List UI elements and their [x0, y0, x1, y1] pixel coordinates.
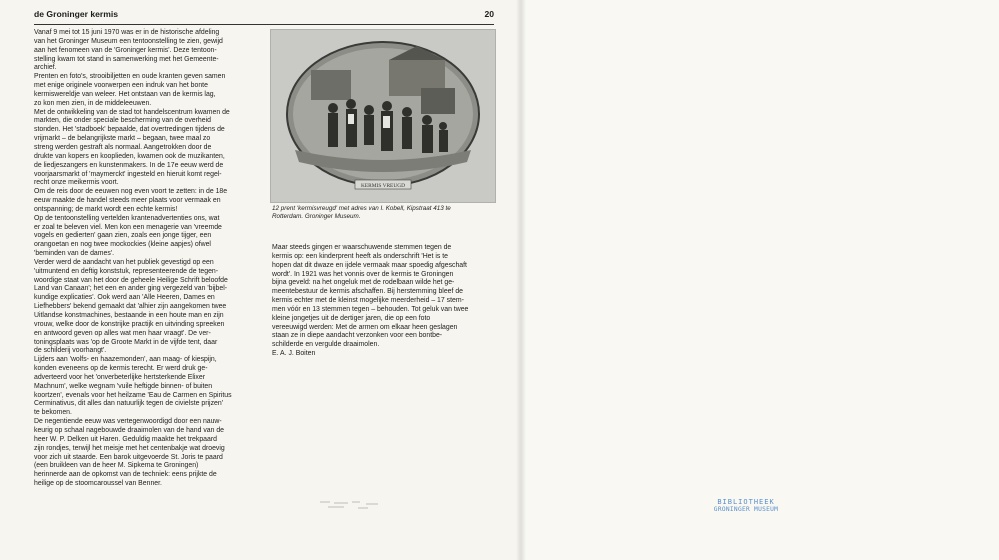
- engraving-illustration: [271, 30, 495, 202]
- paragraph: Op de tentoonstelling vertelden krantenadvertenties ons, wat er zoal te beleven viel. Men kon een menagerie van 'vreemde vogels en gedierten' gaan zien, zoals een jonge tijger, een orangoetan en nog twee mockockies (kleine aapjes) ofwel 'beminden van de dames'.: [34, 214, 222, 258]
- paragraph: Vanaf 9 mei tot 15 juni 1970 was er in de historische afdeling van het Groninger Museum een tentoonstelling te zien, gewijd aan het fenomeen van de 'Groninger kermis'. Deze tentoon- stelling kwam tot stand in samenwerking met het Gemeente- archief.: [34, 29, 223, 72]
- faint-bleed-through: [318, 497, 398, 511]
- print-inscription: KERMIS VREUGD: [360, 183, 406, 189]
- figure-caption: 12 prent 'kermisvreugd' met adres van I. Kobell, Kipstraat 413 te Rotterdam. Groninger Museum.: [272, 205, 451, 221]
- stamp-line-2: GRONINGER MUSEUM: [713, 506, 779, 513]
- paragraph: Lijders aan 'wolfs- en haazemonden', aan maag- of kiespijn, konden eveneens op de kermis terecht. Er werd druk ge- adverteerd voor het 'onverbeterlijke hertsterkende Elixer Machnum', welke wegnam 'vuile heftigde binnen- of buiten koortzen', evenals voor het heilzame 'Eau de Carmen en Spiritus Cerminativus, dit alles dan natuurlijk tegen de civielste prijzen' te bekomen.: [34, 356, 232, 417]
- right-page: [520, 0, 999, 560]
- left-text-column: [34, 29, 262, 489]
- paragraph: Om de reis door de eeuwen nog even voort te zetten: in de 18e eeuw maakte de handel steeds meer plaats voor vermaak en ontspanning; de markt wordt een echte kermis!: [34, 188, 228, 213]
- paragraph: Prenten en foto's, strooibiljetten en oude kranten geven samen met enige originele voorwerpen een indruk van het bonte kermiswereldje van weleer. Het ontstaan van de kermis lag, zo kon men zien, in de middeleeuwen.: [34, 73, 226, 107]
- author-signature: E. A. J. Boiten: [272, 350, 316, 358]
- running-title: de Groninger kermis: [34, 9, 119, 19]
- page-number: 20: [484, 9, 494, 19]
- stamp-line-1: BIBLIOTHEEK: [717, 498, 775, 506]
- paragraph: Met de ontwikkeling van de stad tot handelscentrum kwamen de markten, die onder speciale bescherming van de overheid stonden. Het 'stadboek' bepaalde, dat overtredingen tijdens de vrijmarkt – de belangrijkste markt – begaan, twee maal zo streng werden gestraft als normaal. Aangetrokken door de drukte van kopers en kooplieden, kwamen ook de muzikanten, de liedjeszangers en kunstenmakers. In de 17e eeuw werd de voorjaarsmarkt of 'maymerckt' ingesteld en hieruit komt regel- recht onze meikermis voort.: [34, 108, 230, 187]
- header-rule: [34, 24, 494, 25]
- paragraph: Maar steeds gingen er waarschuwende stemmen tegen de kermis op: een kinderprent heeft als onderschrift 'Het is te hopen dat dit dwaze en ijdele vermaak maar spoedig afgeschaft wordt'. In 1921 was het vonnis over de kermis te Groningen bijna geveld: na het ongeluk met de rodelbaan wilde het ge- meentebestuur de kermis afschaffen. Bij herstemming bleef de kermis echter met de kleinst mogelijke meerderheid – 17 stem- men vóór en 13 stemmen tegen – behouden. Tot geluk van twee kleine jongetjes uit de dertiger jaren, die op een foto vereeuwigd werden: Met de armen om elkaar heen geslagen staan ze in diepe aandacht verzonken voor een bontbe- schilderde en vergulde draaimolen.: [272, 244, 469, 349]
- library-stamp: [700, 498, 792, 513]
- book-gutter: [516, 0, 526, 560]
- running-header: [34, 9, 494, 23]
- paragraph: De negentiende eeuw was vertegenwoordigd door een nauw- keurig op schaal nagebouwde draaimolen van de hand van de heer W. P. Delken uit Haren. Geduldig maakte het trekpaard zijn rondjes, terwijl het meisje met het centenbakje wat droevig voor zich uit staarde. Een barok uitgevoerde St. Joris te paard (een bruikleen van de heer M. Sipkema te Groningen) herinnerde aan de opkomst van de techniek: eens prijkte de heilige op de stoomcaroussel van Benner.: [34, 418, 225, 488]
- kermis-print-image: [270, 29, 496, 203]
- right-text-column: [272, 244, 498, 359]
- paragraph: Verder werd de aandacht van het publiek gevestigd op een 'uitmuntend en deftig konststuk, representeerende de tegen- woordige staat van het door de geheele Heilige Schrift beloofde Land van Canaan'; het een en ander ging vergezeld van 'bijbel- kundige explicaties'. Ook werd aan 'Alle Heeren, Dames en Liefhebbers' bekend gemaakt dat 'alhier zijn aangekomen twee Uitlandse konstmachines, bestaande in een houte man en zijn vrouw, welke door de konstrijke practijk en uitvinding spreeken en antwoord geven op alles wat men haar vraagt'. De ver- toningsplaats was 'op de Groote Markt in de vijfde tent, daar de schilderij voorhangt'.: [34, 258, 228, 355]
